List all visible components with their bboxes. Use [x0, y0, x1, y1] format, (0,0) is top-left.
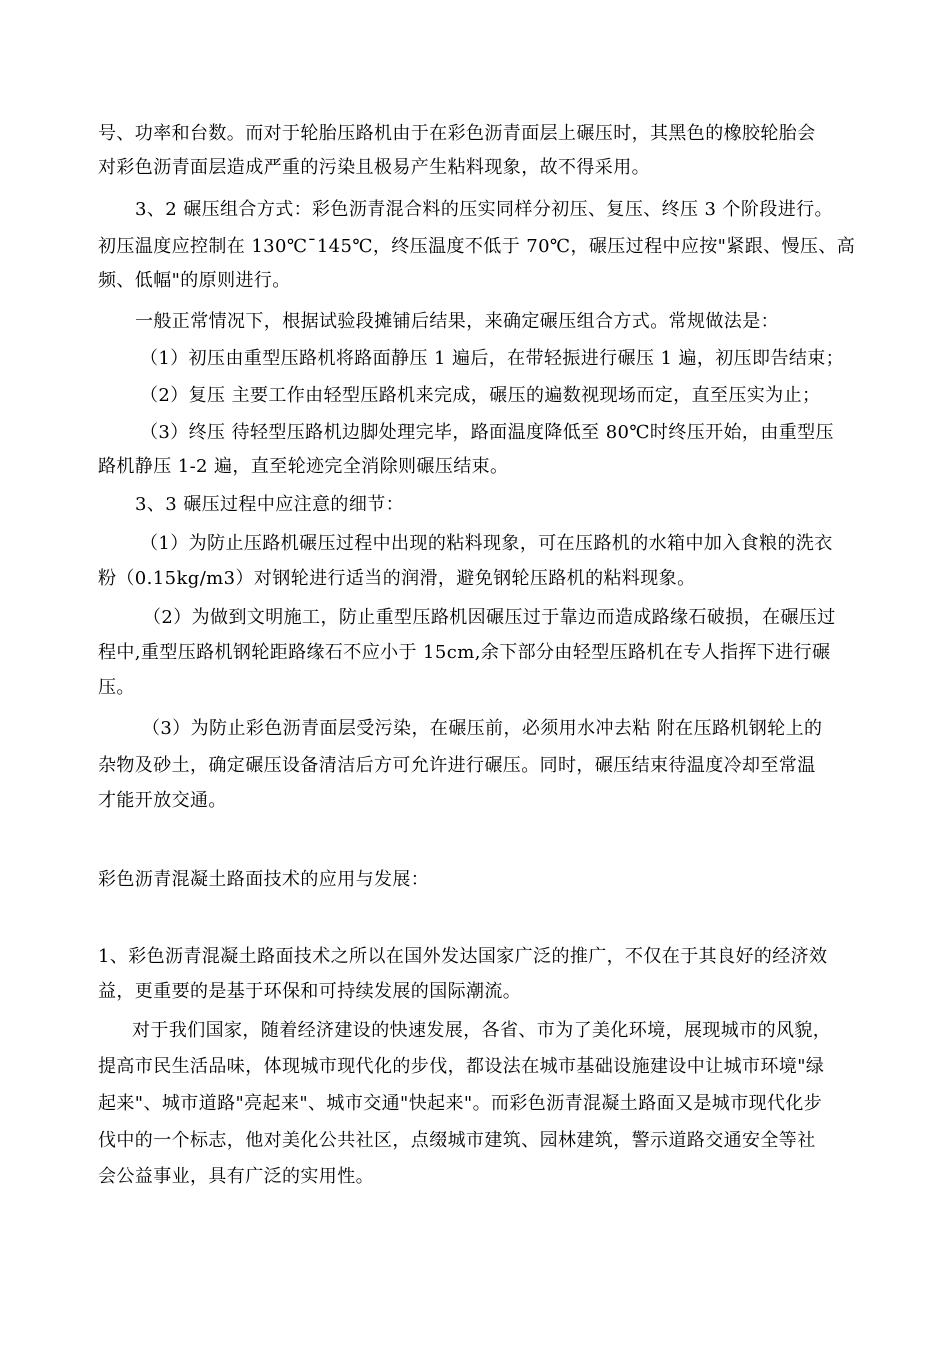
section-heading-3-2: 3、2 碾压组合方式：彩色沥青混合料的压实同样分初压、复压、终压 3 个阶段进行。	[135, 199, 833, 220]
list-item: （1）初压由重型压路机将路面静压 1 遍后，在带轻振进行碾压 1 遍，初压即告结束；	[140, 348, 845, 369]
text-line: 压。	[98, 677, 135, 698]
text-line: 号、功率和台数。而对于轮胎压路机由于在彩色沥青面层上碾压时，其黑色的橡胶轮胎会	[98, 123, 816, 144]
text-line: 程中,重型压路机钢轮距路缘石不应小于 15cm,余下部分由轻型压路机在专人指挥下进行碾	[98, 642, 831, 663]
text-line: 杂物及砂土，确定碾压设备清洁后方可允许进行碾压。同时，碾压结束待温度冷却至常温	[98, 755, 816, 776]
text-line: 对于我们国家，随着经济建设的快速发展，各省、市为了美化环境，展现城市的风貌，	[132, 1020, 832, 1041]
list-item: （2）复压 主要工作由轻型压路机来完成，碾压的遍数视现场而定，直至压实为止；	[140, 385, 821, 406]
text-line: 会公益事业，具有广泛的实用性。	[98, 1166, 374, 1187]
text-line: 1、彩色沥青混凝土路面技术之所以在国外发达国家广泛的推广，不仅在于其良好的经济效	[98, 946, 828, 967]
section-heading-3-3: 3、3 碾压过程中应注意的细节：	[135, 494, 405, 515]
text-line: 初压温度应控制在 130℃¯145℃，终压温度不低于 70℃，碾压过程中应按"紧跟、慢压、高	[98, 236, 856, 257]
text-line: 才能开放交通。	[98, 790, 227, 811]
text-line: 一般正常情况下，根据试验段摊铺后结果，来确定碾压组合方式。常规做法是：	[135, 311, 779, 332]
text-line: 提高市民生活品味，体现城市现代化的步伐，都设法在城市基础设施建设中让城市环境"绿	[98, 1056, 825, 1077]
text-line: 路机静压 1-2 遍，直至轮迹完全消除则碾压结束。	[98, 456, 509, 477]
text-line: 频、低幅"的原则进行。	[98, 270, 291, 291]
text-line: 益，更重要的是基于环保和可持续发展的国际潮流。	[98, 981, 522, 1002]
text-line: 对彩色沥青面层造成严重的污染且极易产生粘料现象，故不得采用。	[98, 157, 650, 178]
list-item: （3）为防止彩色沥青面层受污染，在碾压前，必须用水冲去粘 附在压路机钢轮上的	[142, 718, 823, 739]
list-item: （3）终压 待轻型压路机边脚处理完毕，路面温度降低至 80℃时终压开始，由重型压	[140, 422, 834, 443]
list-item: （1）为防止压路机碾压过程中出现的粘料现象，可在压路机的水箱中加入食粮的洗衣	[140, 533, 833, 554]
section-heading: 彩色沥青混凝土路面技术的应用与发展：	[98, 869, 430, 890]
text-line: 起来"、城市道路"亮起来"、城市交通"快起来"。而彩色沥青混凝土路面又是城市现代化步	[98, 1093, 823, 1114]
list-item: （2）为做到文明施工，防止重型压路机因碾压过于靠边而造成路缘石破损，在碾压过	[143, 607, 836, 628]
text-line: 粉（0.15kg/m3）对钢轮进行适当的润滑，避免钢轮压路机的粘料现象。	[98, 568, 696, 589]
text-line: 伐中的一个标志，他对美化公共社区，点缀城市建筑、园林建筑，警示道路交通安全等社	[98, 1130, 816, 1151]
